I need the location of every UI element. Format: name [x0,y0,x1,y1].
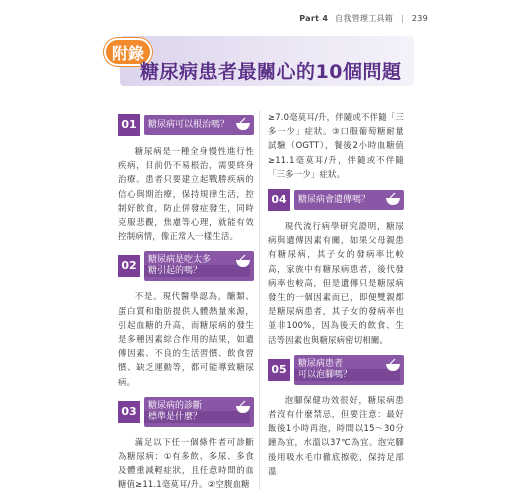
answer-01: 糖尿病是一種全身慢性進行性疾病，目前仍不易根治，需要終身治療。患者只要建立起戰勝疾病的信心與期治療，保持規律生活，控制好飲食，防止併發症發生，同時克服悲觀，焦慮等心理，就能有效控制病情，像正常人一樣生活。 [118,146,254,242]
bowl-icon [384,192,402,206]
question-text-line2: 糖引起的嗎？ [144,265,250,277]
question-text: 糖尿病會遺傳嗎？ [298,195,371,206]
title-banner [104,30,414,94]
page-title: 糖尿病患者最關心的10個問題 [140,61,402,83]
question-header-04 [268,189,404,211]
question-header-03 [118,397,254,427]
section-label: 自我管理工具箱 [335,14,394,23]
left-column [118,110,254,492]
answer-05: 泡腳保健功效很好，糖尿病患者沒有什麼禁忌，但要注意：最好飯後1小時再泡，時間以15～30分鐘為宜，水溫以37℃為宜。泡完腳後用吸水毛巾徹底擦乾，保持足部溫 [268,394,404,476]
question-header-01 [118,114,254,136]
question-number: 04 [268,189,290,211]
part-label: Part 4 [299,14,329,23]
header-separator: | [400,14,404,23]
question-text-line1: 糖尿病患者 [298,358,344,369]
question-text-line1: 糖尿病是吃太多 [148,255,212,266]
question-number: 03 [118,401,140,423]
right-column [268,110,404,478]
answer-04: 現代流行病學研究證明，糖尿病與遺傳因素有關，如果父母親患有糖尿病，其子女的發病率比較高，家族中有糖尿病患者，後代發病率也較高，但是遺傳只是糖尿病發生的一個因素而已，即便雙親都是糖尿病患者，其子女的發病率也並非100%，因為後天的飲食、生活等因素也與糖尿病密切相關。 [268,221,404,345]
answer-03-continued: ≥7.0毫莫耳/升，伴隨或不伴隨「三多一少」症狀。③口服葡萄糖耐量試驗（OGTT），餐後2小時血糖值≥11.1毫莫耳/升，伴隨或不伴隨「三多一少」症狀。 [268,112,404,179]
question-text: 糖尿病可以根治嗎？ [148,120,230,130]
answer-03: 滿足以下任一個條件者可診斷為糖尿病：①有多飲、多尿、多食及體重減輕症狀，且任意時間的血糖值≥11.1毫莫耳/升。②空腹血糖 [118,436,254,490]
page-number: 239 [411,14,428,23]
question-number: 01 [118,114,140,136]
column-divider [259,110,260,490]
answer-02: 不是。現代醫學認為，醣類、蛋白質和脂肪提供人體熱量來源，引起血糖的升高，而糖尿病的發生是多種因素綜合作用的結果，如遺傳因素、不良的生活習慣、飲食習慣、缺乏運動等，都可能導致糖尿病。 [118,291,254,387]
bowl-icon [384,358,402,372]
question-text-line1: 糖尿病的診斷 [148,400,203,411]
question-text-line2: 標準是什麼？ [144,411,250,423]
question-number: 05 [268,359,290,381]
question-header-05 [268,355,404,385]
question-text-line2: 可以泡腳嗎？ [294,369,400,381]
running-header [299,13,428,24]
bowl-icon [234,117,252,131]
question-header-02 [118,251,254,281]
question-number: 02 [118,255,140,277]
bowl-icon [234,400,252,414]
appendix-tag: 附錄 [104,38,152,66]
bowl-icon [234,254,252,268]
